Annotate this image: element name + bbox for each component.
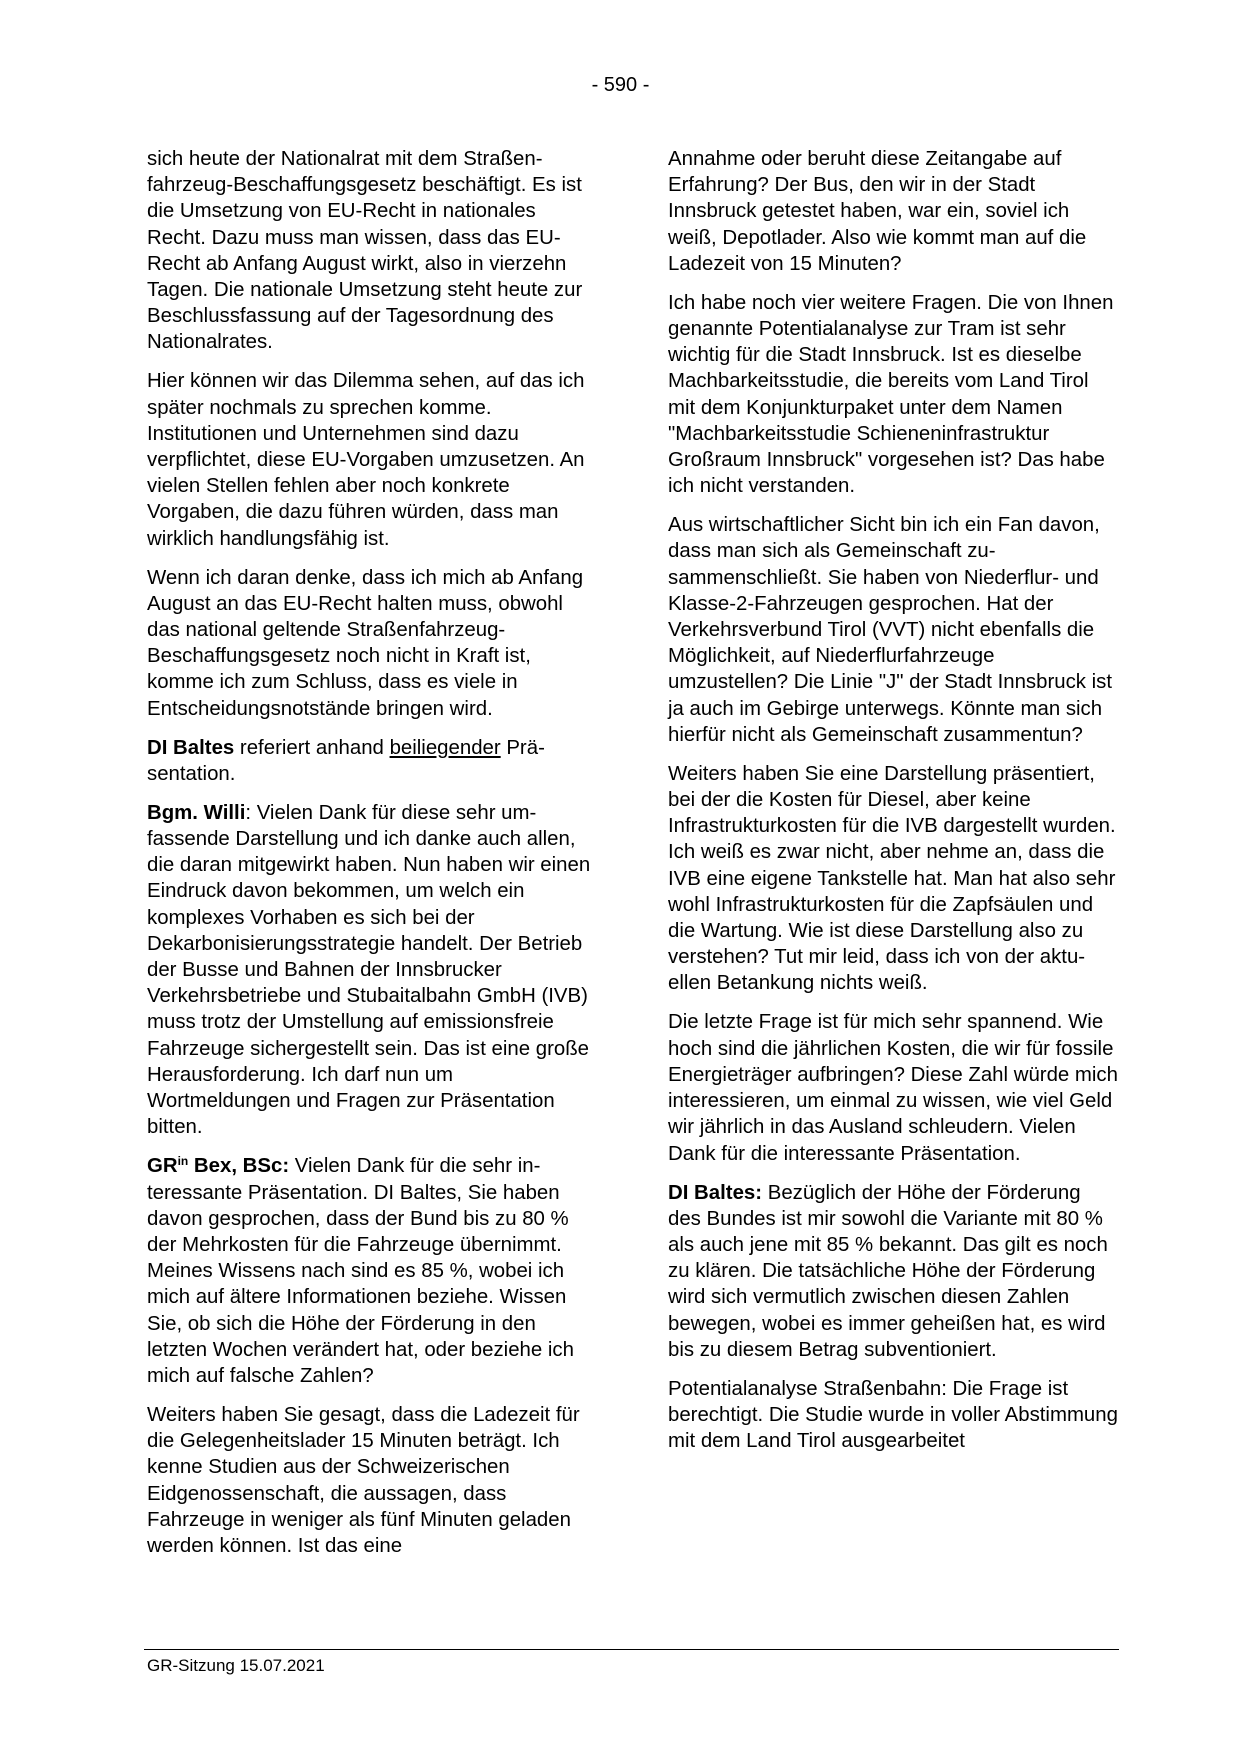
speaker-name: $GR^{in}$ Bex, BSc: <box>147 1154 290 1178</box>
paragraph: Hier können wir das Dilemma sehen, auf das ich später nochmals zu sprechen komme. Institutionen und Unternehmen sind dazu verpflichtet, diese EU-Vorgaben umzusetzen. An vielen Stellen fehlen aber noch konkrete Vorgaben, die dazu führen würden, dass man wirklich handlungsfähig ist. <box>147 370 585 550</box>
paragraph: sich heute der Nationalrat mit dem Straßenfahrzeug-Beschaffungsgesetz beschäftigt. Es ist die Umsetzung von EU-Recht in nationales Recht. Dazu muss man wissen, dass das EU-Recht ab Anfang August wirkt, also in vierzehn Tagen. Die nationale Umsetzung steht heute zur Beschlussfassung auf der Tagesordnung des Nationalrates. <box>147 148 583 354</box>
paragraph-text: Vielen Dank für die sehr interessante Präsentation. DI Baltes, Sie haben davon gesprochen, dass der Bund bis zu 80 % der Mehrkosten für die Fahrzeuge übernimmt. Meines Wissens nach sind es 85 %, wobei ich mich auf ältere Informationen beziehe. Wissen Sie, ob sich die Höhe der Förderung in den letzten Wochen verändert hat, oder beziehe ich mich auf falsche Zahlen? <box>147 1155 574 1387</box>
paragraph-text: Präsentation. <box>147 736 545 785</box>
paragraph: Potentialanalyse Straßenbahn: Die Frage ist berechtigt. Die Studie wurde in voller Abstimmung mit dem Land Tirol ausgearbeitet <box>668 1377 1118 1453</box>
paragraph: Weiters haben Sie eine Darstellung präsentiert, bei der die Kosten für Diesel, aber keine Infrastrukturkosten für die IVB dargestellt wurden. Ich weiß es zwar nicht, aber nehme an, dass die IVB eine eigene Tankstelle hat. Man hat also sehr wohl Infrastrukturkosten für die Zapfsäulen und die Wartung. Wie ist diese Darstellung also zu verstehen? Tut mir leid, dass ich von der aktuellen Betankung nichts weiß. <box>668 762 1116 995</box>
page-number: - 590 - <box>591 74 650 96</box>
paragraph: Annahme oder beruht diese Zeitangabe auf Erfahrung? Der Bus, den wir in der Stadt Innsbruck getestet haben, war ein, soviel ich weiß, Depotlader. Also wie kommt man auf die Ladezeit von 15 Minuten? <box>668 148 1087 275</box>
paragraph-text: Bezüglich der Höhe der Förderung des Bundes ist mir sowohl die Variante mit 80 % als auch jene mit 85 % bekannt. Das gilt es noch zu klären. Die tatsächliche Höhe der Förderung wird sich vermutlich zwischen diesen Zahlen bewegen, wobei es immer geheißen hat, es wird bis zu diesem Betrag subventioniert. <box>668 1181 1108 1361</box>
paragraph: Die letzte Frage ist für mich sehr spannend. Wie hoch sind die jährlichen Kosten, die wir für fossile Energieträger aufbringen? Diese Zahl würde mich interessieren, um einmal zu wissen, wie viel Geld wir jährlich in das Ausland schleudern. Vielen Dank für die interessante Präsentation. <box>668 1011 1118 1165</box>
footer-text: GR-Sitzung 15.07.2021 <box>147 1656 325 1675</box>
footer-divider <box>144 1649 1119 1650</box>
speaker-name: DI Baltes: <box>668 1181 763 1204</box>
right-column <box>668 146 1118 1454</box>
speaker-name: DI Baltes <box>147 736 235 759</box>
paragraph <box>147 1153 597 1389</box>
paragraph <box>147 800 597 1141</box>
paragraph <box>147 735 597 787</box>
speaker-name: Bgm. Willi <box>147 801 246 824</box>
paragraph: Weiters haben Sie gesagt, dass die Ladezeit für die Gelegenheitslader 15 Minuten beträgt. Ich kenne Studien aus der Schweizerischen Eidgenossenschaft, die aussagen, dass Fahrzeuge in weniger als fünf Minuten geladen werden können. Ist das eine <box>147 1403 580 1557</box>
presentation-reference: beiliegender <box>389 736 501 759</box>
paragraph-text: : Vielen Dank für diese sehr umfassende Darstellung und ich danke auch allen, die daran mitgewirkt haben. Nun haben wir einen Eindruck davon bekommen, um welch ein komplexes Vorhaben es sich bei der Dekarbonisierungsstrategie handelt. Der Betrieb der Busse und Bahnen der Innsbrucker Verkehrsbetriebe und Stubaitalbahn GmbH (IVB) muss trotz der Umstellung auf emissionsfreie Fahrzeuge sichergestellt sein. Das ist eine große Herausforderung. Ich darf nun um Wortmeldungen und Fragen zur Präsentation bitten. <box>147 801 591 1139</box>
paragraph: Aus wirtschaftlicher Sicht bin ich ein Fan davon, dass man sich als Gemeinschaft zusammenschließt. Sie haben von Niederflur- und Klasse-2-Fahrzeugen gesprochen. Hat der Verkehrsverbund Tirol (VVT) nicht ebenfalls die Möglichkeit, auf Niederflurfahrzeuge umzustellen? Die Linie "J" der Stadt Innsbruck ist ja auch im Gebirge unterwegs. Könnte man sich hierfür nicht als Gemeinschaft zusammentun? <box>668 514 1113 746</box>
left-column <box>147 146 597 1559</box>
paragraph-text: referiert anhand <box>234 736 390 759</box>
paragraph: Wenn ich daran denke, dass ich mich ab Anfang August an das EU-Recht halten muss, obwohl das national geltende Straßenfahrzeug-Beschaffungsgesetz noch nicht in Kraft ist, komme ich zum Schluss, dass es viele in Entscheidungsnotstände bringen wird. <box>147 566 584 720</box>
paragraph <box>668 1180 1118 1363</box>
paragraph: Ich habe noch vier weitere Fragen. Die von Ihnen genannte Potentialanalyse zur Tram ist sehr wichtig für die Stadt Innsbruck. Ist es dieselbe Machbarkeitsstudie, die bereits vom Land Tirol mit dem Konjunkturpaket unter dem Namen "Machbarkeitsstudie Schieneninfrastruktur Großraum Innsbruck" vorgesehen ist? Das habe ich nicht verstanden. <box>668 291 1114 498</box>
